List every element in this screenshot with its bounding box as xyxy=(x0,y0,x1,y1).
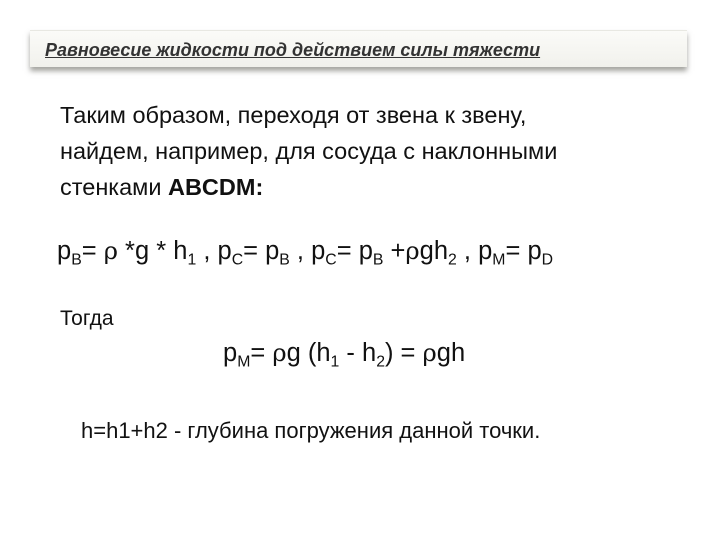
rho-symbol: ρ xyxy=(103,237,118,265)
eq-sub: M xyxy=(492,251,506,269)
eq-p: p xyxy=(217,237,232,265)
eq-term: - h xyxy=(339,339,377,367)
eq-sub: B xyxy=(279,251,290,269)
eq-term: *g * h xyxy=(117,237,188,265)
slide-title: Равновесие жидкости под действием силы тяжести xyxy=(45,40,541,60)
pressure-equations xyxy=(57,237,554,269)
eq-term: g (h xyxy=(286,339,331,367)
eq-plus: + xyxy=(383,237,406,265)
eq-separator: , xyxy=(456,237,479,265)
eq-p: p xyxy=(265,237,280,265)
intro-line-3 xyxy=(60,169,700,205)
eq-sub: D xyxy=(541,251,554,269)
intro-line-1: Таким образом, переходя от звена к звену, xyxy=(60,102,527,128)
eq-sign: = xyxy=(243,237,266,265)
then-label: Тогда xyxy=(60,307,114,330)
eq-sub: B xyxy=(372,251,384,269)
eq-sign: = xyxy=(81,237,104,265)
eq-separator: , xyxy=(196,237,218,265)
main-equation xyxy=(223,339,466,371)
eq-term: gh xyxy=(419,237,449,265)
eq-sign: = xyxy=(505,237,528,265)
eq-term: gh xyxy=(436,339,466,367)
eq-term: ) = xyxy=(384,339,423,367)
eq-sub: M xyxy=(237,353,251,371)
rho-symbol: ρ xyxy=(405,237,420,265)
figure-label: ABCDM: xyxy=(167,174,264,200)
eq-sub: 2 xyxy=(376,353,385,371)
eq-p: p xyxy=(57,237,72,265)
intro-paragraph xyxy=(60,97,700,205)
eq-sub: 1 xyxy=(330,353,340,371)
depth-definition: h=h1+h2 - глубина погружения данной точки. xyxy=(81,418,541,443)
eq-sub: B xyxy=(71,251,82,269)
intro-line-2: найдем, например, для сосуда с наклонными xyxy=(60,138,558,164)
eq-sub: C xyxy=(231,251,244,269)
eq-p: p xyxy=(311,237,326,265)
eq-p: p xyxy=(223,339,238,367)
eq-sign: = xyxy=(250,339,273,367)
eq-p: p xyxy=(527,237,542,265)
eq-separator: , xyxy=(289,237,312,265)
eq-p: p xyxy=(358,237,373,265)
intro-line-3-text: стенками xyxy=(60,174,168,200)
eq-sub: 1 xyxy=(187,251,197,269)
rho-symbol: ρ xyxy=(422,339,437,367)
eq-sign: = xyxy=(336,237,359,265)
eq-sub: 2 xyxy=(448,251,457,269)
eq-sub: C xyxy=(325,251,337,269)
rho-symbol: ρ xyxy=(272,339,287,367)
eq-p: p xyxy=(478,237,493,265)
